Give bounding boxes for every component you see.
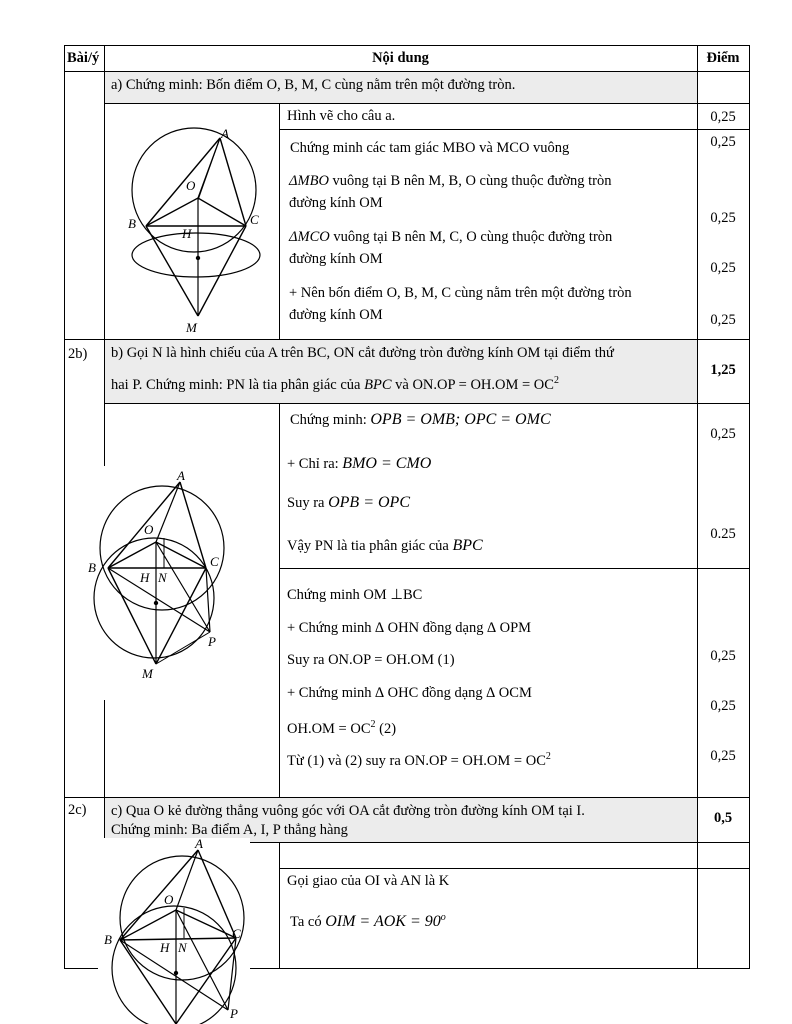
part-b-t6-score: 0,25	[710, 748, 736, 764]
part-b-label: 2b)	[68, 346, 88, 362]
part-a-line1: Chứng minh các tam giác MBO và MCO vuông	[290, 140, 570, 156]
part-c-l2-sup: o	[440, 912, 446, 923]
figure-b-label-H: H	[140, 570, 150, 585]
part-c-label: 2c)	[68, 802, 87, 818]
part-a-line3b: đường kính OM	[289, 251, 383, 267]
figure-a-label-O: O	[186, 178, 196, 193]
part-b-s4-math: BPC	[452, 537, 483, 554]
part-b-s1	[290, 411, 551, 429]
part-c-title1: c) Qua O kẻ đường thẳng vuông góc với OA cắt đường tròn đường kính OM tại I.	[111, 803, 585, 819]
part-b-t5-text: OH.OM = OC	[287, 720, 371, 737]
figure-c-label-B: B	[104, 932, 112, 947]
figure-part-b	[86, 466, 246, 690]
mco-math: ΔMCO	[289, 229, 330, 245]
part-b-s1-score: 0,25	[710, 426, 736, 442]
figure-c-label-H: H	[160, 940, 170, 955]
part-b-s4-score: 0.25	[710, 526, 736, 542]
figure-a-label-M: M	[186, 320, 197, 335]
part-b-t6	[287, 748, 551, 770]
part-b-s4	[287, 537, 483, 555]
figure-b-label-O: O	[144, 522, 154, 537]
part-a-line3a-text: vuông tại B nên M, C, O cùng thuộc đường tròn	[329, 229, 613, 245]
part-b-t1: Chứng minh OM ⊥BC	[287, 587, 423, 603]
header-col-part: Bài/ý	[67, 50, 100, 66]
mbo-math: ΔMBO	[289, 173, 329, 189]
part-b-t2: + Chứng minh ∆ OHN đồng dạng ∆ OPM	[287, 620, 532, 636]
part-b-title2-tail: và ON.OP = OH.OM = OC	[391, 376, 554, 393]
part-c-total-score: 0,5	[713, 810, 733, 826]
part-b-t6-text: Từ (1) và (2) suy ra ON.OP = OH.OM = OC	[287, 752, 546, 769]
part-b-t3-score: 0,25	[710, 648, 736, 664]
part-b-s1-text: Chứng minh:	[290, 412, 371, 428]
part-b-s2-text: + Chỉ ra:	[287, 456, 343, 472]
part-a-line4a: + Nên bốn điểm O, B, M, C cùng nằm trên một đường tròn	[289, 285, 632, 301]
part-a-title: a) Chứng minh: Bốn điểm O, B, M, C cùng nằm trên một đường tròn.	[111, 77, 516, 93]
part-a-line2b: đường kính OM	[289, 195, 383, 211]
figure-b-label-C: C	[210, 554, 219, 569]
part-b-t4-score: 0,25	[710, 698, 736, 714]
figure-b-label-B: B	[88, 560, 96, 575]
figure-b-label-N: N	[158, 570, 167, 585]
figure-c-label-A: A	[195, 836, 203, 851]
bpc-angle-math: BPC	[364, 376, 392, 393]
figure-c-label-C: C	[232, 926, 241, 941]
part-b-title2	[111, 372, 559, 394]
part-b-s1-math: OPB = OMB; OPC = OMC	[370, 411, 551, 428]
figure-part-c	[98, 838, 250, 1024]
header-col-score: Điểm	[706, 50, 740, 66]
header-col-content: Nội dung	[372, 50, 429, 66]
part-b-title2-text: hai P. Chứng minh: PN là tia phân giác của	[111, 376, 365, 393]
figure-part-a	[118, 128, 278, 338]
figure-c-label-N: N	[178, 940, 187, 955]
part-c-l2-math: OIM = AOK = 90	[325, 912, 441, 930]
part-a-figure-note: Hình vẽ cho câu a.	[287, 108, 396, 124]
part-a-line3a	[289, 228, 612, 246]
figure-c-label-P: P	[230, 1006, 238, 1021]
part-b-title1: b) Gọi N là hình chiếu của A trên BC, ON cắt đường tròn đường kính OM tại điểm thứ	[111, 345, 614, 361]
part-a-line2a	[289, 172, 611, 190]
figure-a-label-B: B	[128, 216, 136, 231]
figure-a-label-H: H	[182, 226, 192, 241]
part-c-l2	[290, 909, 446, 931]
figure-c-label-O: O	[164, 892, 174, 907]
part-c-l2-text: Ta có	[290, 913, 326, 930]
figure-b-label-A: A	[177, 468, 185, 483]
part-b-title2-sup: 2	[553, 375, 559, 386]
part-b-s2-math: BMO = CMO	[342, 455, 432, 472]
part-b-s2	[287, 455, 431, 473]
part-a-figure-score: 0,25	[710, 109, 736, 125]
part-b-t5-tail: (2)	[375, 720, 397, 737]
part-b-s3	[287, 494, 410, 512]
figure-b-label-P: P	[208, 634, 216, 649]
part-a-line2a-text: vuông tại B nên M, B, O cùng thuộc đường tròn	[328, 173, 612, 189]
part-c-l1: Gọi giao của OI và AN là K	[287, 873, 450, 889]
part-b-total-score: 1,25	[710, 362, 736, 378]
part-b-s4-text: Vậy PN là tia phân giác của	[287, 538, 453, 554]
part-a-line1-score: 0,25	[710, 134, 736, 150]
part-a-line3-score: 0,25	[710, 260, 736, 276]
part-a-line4b: đường kính OM	[289, 307, 383, 323]
figure-a-label-C: C	[250, 212, 259, 227]
figure-a-label-A: A	[221, 126, 229, 141]
part-b-t6-sup: 2	[545, 751, 551, 762]
part-b-t4: + Chứng minh ∆ OHC đồng dạng ∆ OCM	[287, 685, 532, 701]
part-b-t5	[287, 716, 396, 738]
part-b-s3-math: OPB = OPC	[328, 494, 410, 511]
part-b-t3: Suy ra ON.OP = OH.OM (1)	[287, 652, 455, 668]
figure-b-label-M: M	[142, 666, 153, 681]
part-b-t5-sup: 2	[370, 719, 376, 730]
part-c-title2: Chứng minh: Ba điểm A, I, P thẳng hàng	[111, 822, 348, 838]
part-b-s3-text: Suy ra	[287, 495, 329, 511]
part-a-line2-score: 0,25	[710, 210, 736, 226]
part-a-line4-score: 0,25	[710, 312, 736, 328]
